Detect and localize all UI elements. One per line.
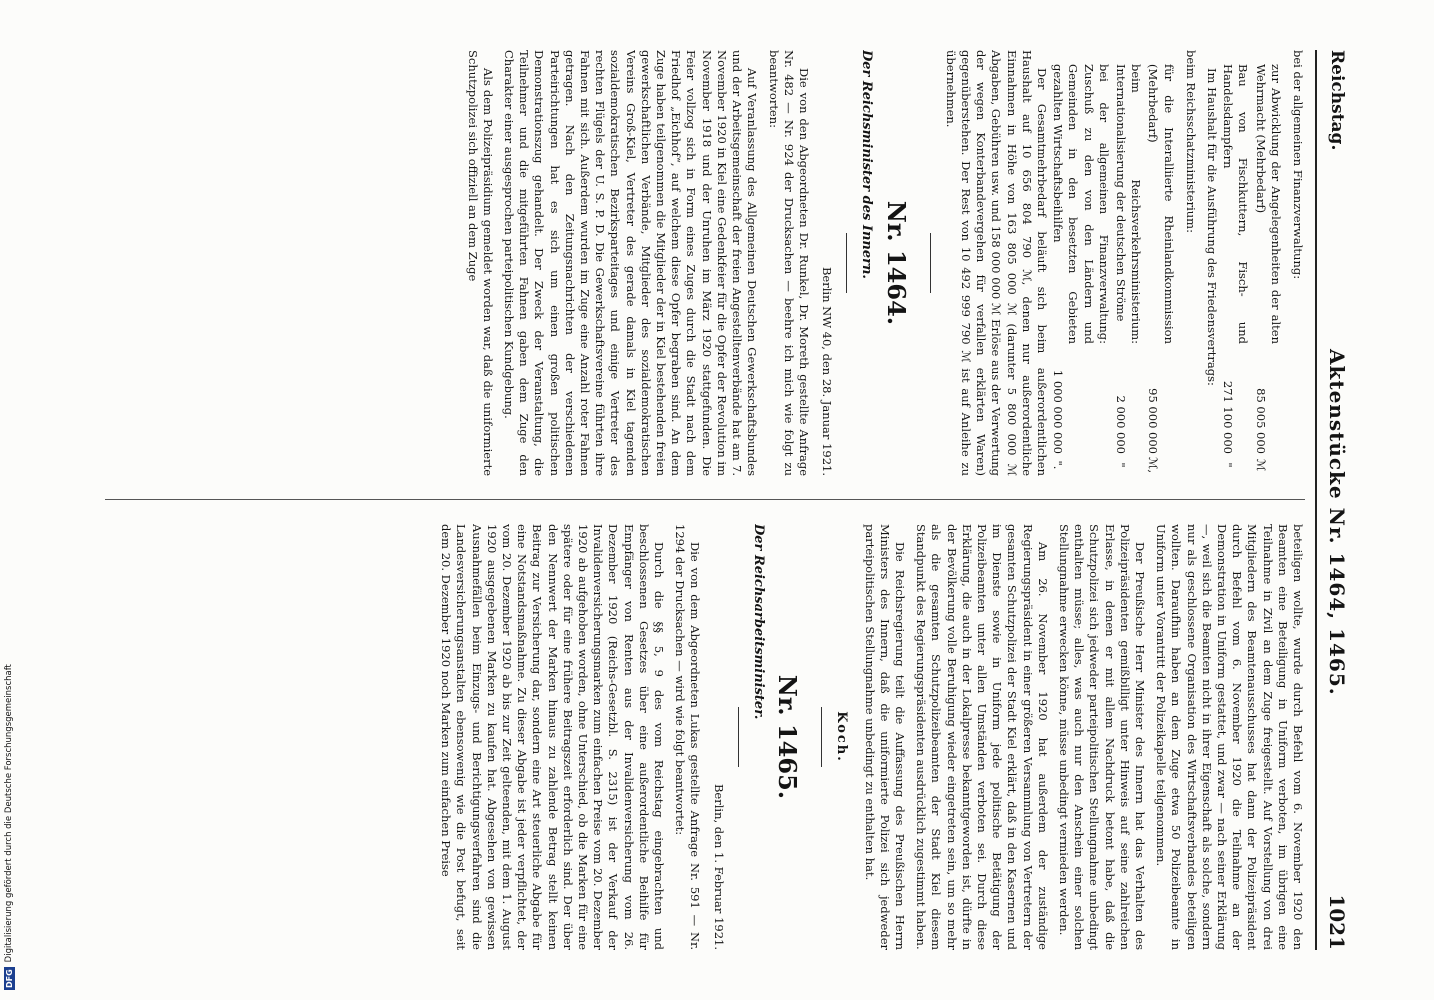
paragraph-cont-1: beteiligen wollte, wurde durch Befehl vom 6. November 1920 den Beamten eine Beteiligung in Uniform verboten, im übrigen eine Teilnahme in Zivil an dem Zuge freigestellt. Auf Vorstellung von drei Mitgliedern des Beamtenausschusses hat dann der Polizeipräsident durch Befehl vom 6. November 1920 die Teilnahme an der Demonstration in Uniform gestattet, und zwar — nach seiner Erklärung —, weil sich die Beamten nicht in ihrer Eigenschaft als solche, sondern nur als geschlossene Organisation des Wirtschaftsverbandes beteiligen wollten. Daraufhin haben an dem Zuge etwa 50 Polizeibeamte in Uniform unter Vorantritt der Polizeikapelle teilgenommen. <box>1154 524 1305 950</box>
paragraph-cont-4: Die Reichsregierung teilt die Auffassung des Preußischen Herrn Ministers des Innern, daß die uniformierte Polizei sich jedweder parteipolitischen Stellungnahme unbedingt zu enthalten hat. <box>862 524 907 950</box>
dfg-logo: DFG <box>4 969 14 988</box>
document-number-1464: Nr. 1464. <box>881 200 911 326</box>
budget-row <box>1049 50 1112 476</box>
budget-amount: 85 005 000 <box>1253 388 1268 454</box>
addressee-1464: Der Reichsminister des Innern. <box>859 50 875 279</box>
right-column <box>85 524 1305 950</box>
separator-rule <box>846 233 847 293</box>
left-column <box>85 50 1305 476</box>
paragraph-cont-2: Der Preußische Herr Minister des Innern hat das Verhalten des Polizeipräsidenten gemißbilligt unter Hinweis auf seine zahlreichen Erlasse, in denen er mit allem Nachdruck betont habe, daß die Schutzpolizei sich jedweder parteipolitischen Stellungnahme unbedingt enthalten müsse; alles, was auch nur den Anschein einer solchen Stellungnahme erwecken könne, müsse unbedingt vermieden werden. <box>1056 524 1147 950</box>
budget-row <box>1112 50 1144 476</box>
budget-amount: 2 000 000 <box>1113 395 1128 454</box>
budget-label: für die Interalliierte Rheinlandkommission (Mehrbedarf) <box>1146 64 1176 344</box>
peace-heading: Im Haushalt für die Ausführung des Friedensvertrags: <box>1204 68 1219 386</box>
paragraph-1464-2: Als dem Polizeipräsidium gemeldet worden war, daß die uniformierte Schutzpolizei sich offiziell an dem Zuge <box>465 50 495 476</box>
signature: Koch. <box>834 711 850 763</box>
digitization-credit <box>2 600 16 990</box>
header-title: Aktenstücke Nr. 1464, 1465. <box>1325 348 1349 696</box>
credit-text: Digitalisierung gefördert durch die Deutsche Forschungsgemeinschaft <box>4 664 14 963</box>
budget-label: Bau von Fischkuttern, Fisch- und Handelsdampfern <box>1221 64 1251 344</box>
budget-unit: ". <box>1051 460 1066 470</box>
addressee-1465: Der Reichsarbeitsminister. <box>750 524 766 720</box>
paragraph-1465-1: Durch die §§ 5, 9 des vom Reichstag eingebrachten und beschlossenen Gesetzes über eine außerordentliche Beihilfe für Empfänger von Renten aus der Invalidenversicherung vom 26. Dezember 1920 (Reichs-Gesetzbl. S. 2315) ist der Verkauf der Invalidenversicherungsmarken zum einfachen Preise vom 20. Dezember 1920 ab aufgehoben worden, ohne Unterschied, ob die Marken für eine spätere oder für eine frühere Beitragszeit erforderlich sind. Der über den Nennwert der Marken hinaus zu zahlende Betrag stellt keinen Beitrag zur Versicherung dar, sondern eine Art steuerliche Abgabe für eine Notstandsmaßnahme. Zu dieser Abgabe ist jeder verpflichtet, der vom 20. Dezember 1920 ab bis zur Zeit gelteenden, mit dem 1. August 1920 ausgegebenen Marken zu kaufen hat. Abgesehen von gewissen Ausnahmefällen beim Einzugs- und Berichtigungsverfahren sind die Landesversicherungsanstalten ebensowenig wie die Post befugt, seit dem 20. Dezember 1920 noch Marken zum einfachen Preise <box>439 524 667 950</box>
budget-unit: ℳ <box>1253 458 1268 472</box>
budget-amount: 1 000 000 000 <box>1051 369 1066 454</box>
rotated-page-content <box>77 50 1357 950</box>
document-number-1465: Nr. 1465. <box>773 674 803 800</box>
page-number: 1021 <box>1325 894 1349 950</box>
budget-row <box>1251 50 1283 476</box>
budget-unit: " <box>1221 462 1236 468</box>
budget-amount: 95 000 000 <box>1146 388 1161 454</box>
budget-intro: bei der allgemeinen Finanzverwaltung: <box>1291 50 1305 280</box>
budget-unit: " <box>1113 462 1128 468</box>
paragraph-cont-3: Am 26. November 1920 hat außerdem der zuständige Regierungspräsident in einer größeren Versammlung von Vertretern der gesamten Schutzpolizei der Stadt Kiel erklärt, daß in den Kasernen und im Dienste sowie in Uniform jede politische Betätigung der Polizeibeamten unter allen Umständen verboten sei. Durch diese Erklärung, die auch in der Lokalpresse bekanntgeworden ist, dürfte in der Bevölkerung volle Beruhigung wieder eingetreten sein, um so mehr als die gesamten Schutzpolizeibeamten der Stadt Kiel diesem Standpunkt des Regierungspräsidenten ausdrücklich zugestimmt haben. <box>914 524 1050 950</box>
intro-1465: Die von dem Abgeordneten Lukas gestellte Anfrage Nr. 591 — Nr. 1294 der Drucksachen — wird wie folgt beantwortet: <box>673 524 703 950</box>
budget-unit: ℳ, <box>1146 457 1161 473</box>
peace-budget-table <box>1049 50 1177 476</box>
budget-row <box>1144 50 1176 476</box>
paragraph-1464-1: Auf Veranlassung des Allgemeinen Deutschen Gewerkschaftsbundes und der Arbeitsgemeinschaft der freien Angestelltenverbände hat am 7. November 1920 in Kiel eine Gedenkfeier für die Opfer der Revolution im November 1918 und der Unruhen im März 1920 stattgefunden. Die Feier vollzog sich in Form eines Zuges durch die Stadt nach dem Friedhof „Eichhof“, auf welchem diese Opfer begraben sind. An dem Zuge haben teilgenommen die Mitglieder der in Kiel bestehenden freien gewerkschaftlichen Verbände, Mitglieder des sozialdemokratischen Vereins Groß-Kiel, Vertreter des gerade damals in Kiel tagenden sozialdemokratischen Bezirksparteitages und einige Vertreter des rechten Flügels der U. S. P. D. Die Gewerkschaftsvereine führten ihre Fahnen mit sich. Außerdem wurden im Zuge eine Anzahl roter Fahnen getragen. Nach den Zeitungsnachrichten der verschiedenen Parteirichtungen hat es sich um einen großen politischen Demonstrationszug gehandelt. Der Zweck der Veranstaltung, die Teilnehmer und die mitgeführten Fahnen gaben dem Zuge den Charakter einer ausgesprochen parteipolitischen Kundgebung. <box>502 50 760 476</box>
intro-1464: Die von den Abgeordneten Dr. Runkel, Dr. Moreth gestellte Anfrage Nr. 482 — Nr. 924 der Drucksachen — beehre ich mich wie folgt zu beantworten: <box>766 50 811 476</box>
budget-row <box>1219 50 1251 476</box>
separator-rule <box>821 707 822 767</box>
separator-rule <box>738 707 739 767</box>
budget-label: beim Reichsverkehrsministerium: Internationalisierung der deutschen Ströme <box>1113 64 1144 344</box>
separator-rule <box>930 233 931 293</box>
header-section: Reichstag. <box>1327 50 1347 151</box>
page-header <box>1315 50 1357 950</box>
peace-ministry: beim Reichsschatzministerium: <box>1183 50 1198 233</box>
total-paragraph: Der Gesamtmehrbedarf beläuft sich beim außerordentlichen Haushalt auf 10 656 804 790 ℳ, denen nur außerordentliche Einnahmen in Höhe von 163 805 000 ℳ (darunter 5 800 000 ℳ Abgaben, Gebühren usw. und 158 000 000 ℳ Erlöse aus der Verwertung der wegen Konterbandevergehen für verfallen erklärten Waren) gegenüberstehen. Der Rest von 10 492 999 790 ℳ ist auf Anleihe zu übernehmen. <box>943 50 1049 476</box>
budget-amount: 271 100 000 <box>1221 380 1236 454</box>
dateline-1464: Berlin NW 40, den 28. Januar 1921. <box>820 266 835 476</box>
budget-label: bei der allgemeinen Finanzverwaltung: Zuschuß zu den von den Ländern und Gemeinden in den besetzten Gebieten gezahlten Wirtschaftsbeihilfen <box>1051 64 1111 344</box>
dateline-1465: Berlin, den 1. Februar 1921. <box>711 783 726 950</box>
budget-label: zur Abwicklung der Angelegenheiten der alten Wehrmacht (Mehrbedarf) <box>1253 64 1283 344</box>
text-columns <box>85 50 1305 950</box>
budget-table <box>1219 50 1284 476</box>
